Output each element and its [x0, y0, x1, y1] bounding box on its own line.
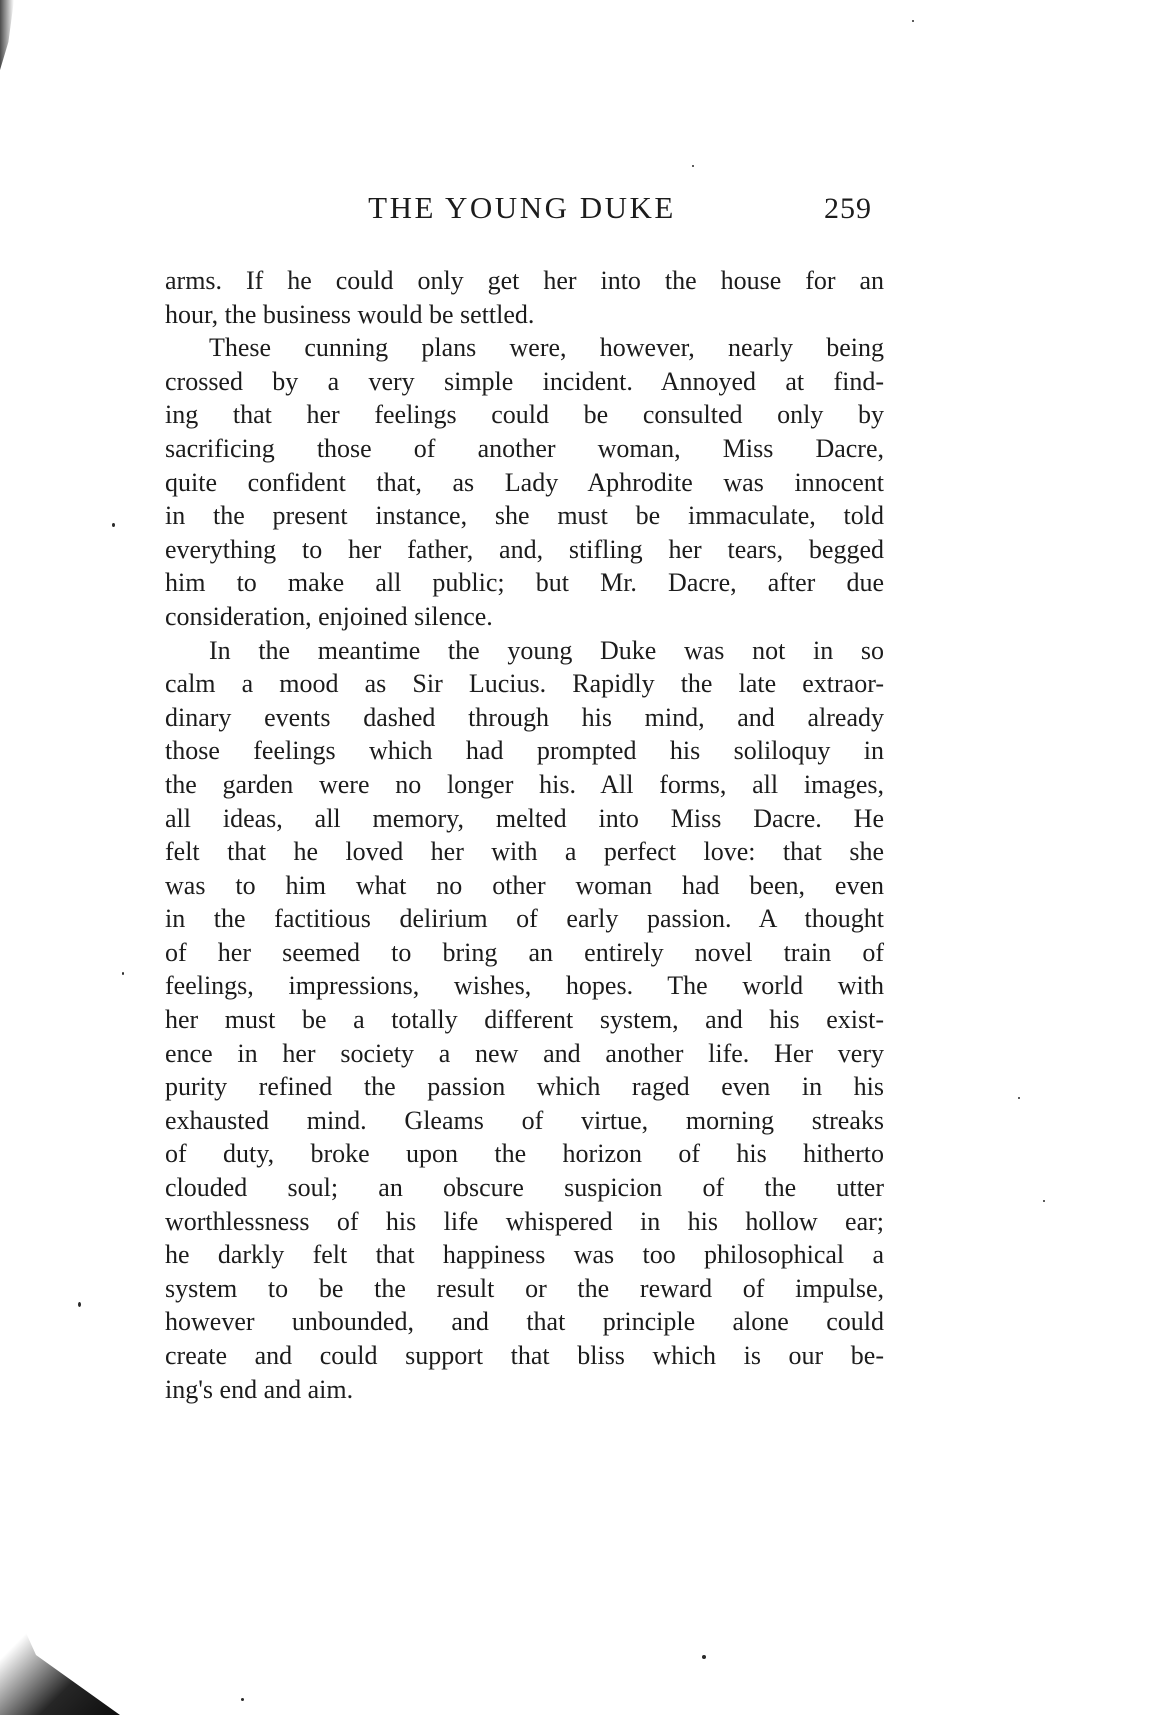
text-line: arms. If he could only get her into the house for an	[165, 266, 884, 295]
text-line: ing's end and aim.	[165, 1374, 354, 1404]
page-number: 259	[824, 192, 872, 225]
text-line: worthlessness of his life whispered in his hollow ear;	[165, 1206, 884, 1236]
scan-edge-shadow	[0, 1515, 120, 1715]
text-line: In the meantime the young Duke was not in so	[209, 635, 884, 665]
text-line: in the present instance, she must be immaculate, told	[165, 501, 884, 531]
text-line: all ideas, all memory, melted into Miss Dacre. He	[165, 803, 884, 833]
scan-speck	[1018, 1097, 1020, 1099]
text-line: her must be a totally different system, and his exist-	[165, 1005, 884, 1035]
text-line: sacrificing those of another woman, Miss Dacre,	[165, 433, 884, 463]
text-line: him to make all public; but Mr. Dacre, after due	[165, 568, 884, 598]
text-line: however unbounded, and that principle alone could	[165, 1307, 884, 1337]
text-line: felt that he loved her with a perfect love: that she	[165, 837, 884, 867]
scan-speck	[122, 972, 124, 975]
text-line: quite confident that, as Lady Aphrodite was innocent	[165, 467, 884, 497]
scan-speck	[112, 523, 115, 527]
scan-speck	[1043, 1200, 1045, 1202]
text-line: consideration, enjoined silence.	[165, 601, 493, 631]
text-line: ing that her feelings could be consulted only by	[165, 400, 884, 430]
scan-corner-mark	[0, 0, 14, 70]
scan-speck	[692, 165, 694, 167]
body-text	[165, 264, 884, 1406]
text-line: ence in her society a new and another life. Her very	[165, 1038, 884, 1068]
scan-speck	[241, 1698, 244, 1701]
text-line: he darkly felt that happiness was too philosophical a	[165, 1240, 884, 1270]
running-head	[162, 190, 882, 230]
scan-speck	[702, 1655, 706, 1659]
text-line: was to him what no other woman had been, even	[165, 870, 884, 900]
text-line: feelings, impressions, wishes, hopes. The world with	[165, 971, 884, 1001]
text-line: those feelings which had prompted his soliloquy in	[165, 736, 884, 766]
scan-speck	[78, 1302, 81, 1307]
text-line: the garden were no longer his. All forms, all images,	[165, 769, 884, 799]
text-line: in the factitious delirium of early passion. A thought	[165, 904, 884, 934]
scan-speck	[912, 20, 914, 22]
text-line: of her seemed to bring an entirely novel train of	[165, 937, 884, 967]
running-title: THE YOUNG DUKE	[368, 190, 676, 225]
text-line: everything to her father, and, stifling her tears, begged	[165, 534, 884, 564]
text-line: dinary events dashed through his mind, and already	[165, 702, 884, 732]
text-line: create and could support that bliss which is our be-	[165, 1341, 884, 1370]
text-line: crossed by a very simple incident. Annoyed at find-	[165, 366, 884, 396]
text-line: exhausted mind. Gleams of virtue, morning streaks	[165, 1105, 884, 1135]
text-line: calm a mood as Sir Lucius. Rapidly the late extraor-	[165, 669, 884, 699]
text-line: These cunning plans were, however, nearly being	[209, 333, 884, 363]
text-line: of duty, broke upon the horizon of his hitherto	[165, 1139, 884, 1169]
text-line: hour, the business would be settled.	[165, 299, 535, 329]
text-line: purity refined the passion which raged even in his	[165, 1072, 884, 1102]
text-line: clouded soul; an obscure suspicion of the utter	[165, 1173, 884, 1203]
text-line: system to be the result or the reward of impulse,	[165, 1273, 884, 1303]
